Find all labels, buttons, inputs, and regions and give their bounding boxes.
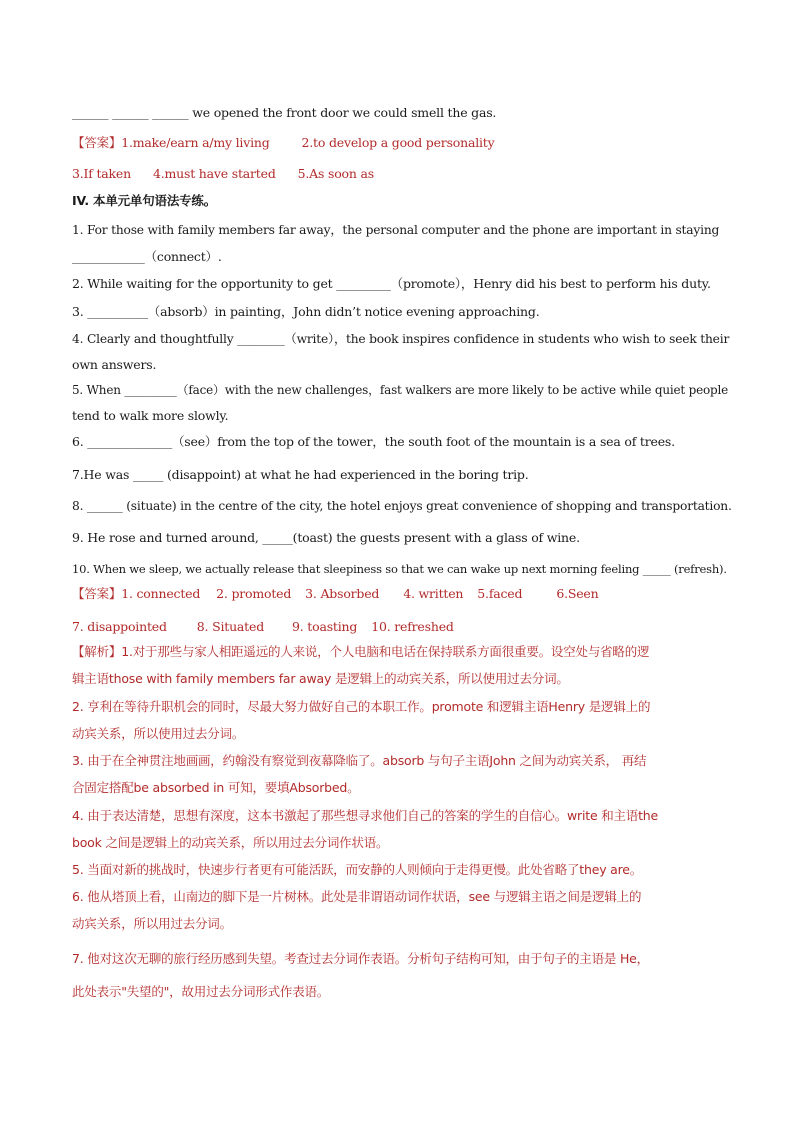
question-2: 2. While waiting for the opportunity to get _________（promote），Henry did his best to perform his duty. <box>72 276 711 291</box>
analysis-line-2: 辑主语those with family members far away 是逻辑上的动宾关系，所以使用过去分词。 <box>72 671 569 686</box>
question-5-line-2: tend to walk more slowly. <box>72 408 229 423</box>
answer-item: 5.As soon as <box>297 166 374 181</box>
question-4-line-2: own answers. <box>72 357 157 372</box>
question-1-line-2: ____________（connect）. <box>72 249 222 264</box>
answer-item: 2. promoted <box>216 586 292 601</box>
answer-item: 10. refreshed <box>371 619 454 634</box>
analysis-line-12: 7. 他对这次无聊的旅行经历感到失望。考查过去分词作表语。分析句子结构可知，由于句子的主语是 He， <box>72 951 649 966</box>
analysis-line-11: 动宾关系，所以用过去分词。 <box>72 916 232 931</box>
section-title: IV. 本单元单句语法专练。 <box>72 193 217 208</box>
question-6: 6. ______________（see）from the top of the tower，the south foot of the mountain is a sea of trees. <box>72 434 675 449</box>
answer-item: 4. written <box>403 586 464 601</box>
intro-sentence: ______ ______ ______ we opened the front door we could smell the gas. <box>72 105 497 120</box>
answer-line-2 <box>72 620 732 634</box>
analysis-line-3: 2. 亨利在等待升职机会的同时，尽最大努力做好自己的本职工作。promote 和逻辑主语Henry 是逻辑上的 <box>72 699 651 714</box>
answer-item: 3. Absorbed <box>305 586 380 601</box>
answer-label: 【答案】 <box>72 586 122 601</box>
answer-item: 7. disappointed <box>72 619 167 634</box>
question-7: 7.He was _____ (disappoint) at what he had experienced in the boring trip. <box>72 467 529 482</box>
analysis-text: 1.对于那些与家人相距遥远的人来说，个人电脑和电话在保持联系方面很重要。设空处与省略的逻 <box>121 644 650 659</box>
analysis-line-9: 5. 当面对新的挑战时，快速步行者更有可能活跃，而安静的人则倾向于走得更慢。此处省略了they are。 <box>72 862 643 877</box>
question-3: 3. __________（absorb）in painting，John didn’t notice evening approaching. <box>72 304 540 319</box>
prev-answer-line-2 <box>72 167 732 181</box>
answer-item: 8. Situated <box>196 619 264 634</box>
analysis-line-4: 动宾关系，所以使用过去分词。 <box>72 726 245 741</box>
analysis-line-10: 6. 他从塔顶上看，山南边的脚下是一片树林。此处是非谓语动词作状语，see 与逻辑主语之间是逻辑上的 <box>72 889 642 904</box>
question-8: 8. ______ (situate) in the centre of the city, the hotel enjoys great convenience of shopping and transportation. <box>72 499 732 513</box>
analysis-line-5: 3. 由于在全神贯注地画画，约翰没有察觉到夜幕降临了。absorb 与句子主语John 之间为动宾关系， 再结 <box>72 753 647 768</box>
question-1-line-1: 1. For those with family members far away，the personal computer and the phone are important in staying <box>72 223 720 237</box>
answer-item: 9. toasting <box>292 619 358 634</box>
analysis-line-6: 合固定搭配be absorbed in 可知，要填Absorbed。 <box>72 780 360 795</box>
analysis-line-13: 此处表示"失望的"，故用过去分词形式作表语。 <box>72 984 330 999</box>
answer-line-1 <box>72 587 732 601</box>
prev-answer-line-1 <box>72 136 732 150</box>
answer-item: 6.Seen <box>556 586 599 601</box>
answer-item: 3.If taken <box>72 166 131 181</box>
analysis-label: 【解析】 <box>72 644 122 659</box>
question-5-line-1: 5. When _________（face）with the new challenges，fast walkers are more likely to be active while quiet people <box>72 383 729 397</box>
question-10: 10. When we sleep, we actually release that sleepiness so that we can wake up next morning feeling _____ (refresh). <box>72 562 727 576</box>
answer-label: 【答案】 <box>72 135 122 150</box>
answer-item: 5.faced <box>477 586 523 601</box>
analysis-line-7: 4. 由于表达清楚，思想有深度，这本书激起了那些想寻求他们自己的答案的学生的自信心。write 和主语the <box>72 808 659 823</box>
analysis-line-8: book 之间是逻辑上的动宾关系，所以用过去分词作状语。 <box>72 835 389 850</box>
answer-item: 1. connected <box>121 586 201 601</box>
answer-item: 4.must have started <box>152 166 276 181</box>
answer-item: 1.make/earn a/my living <box>121 135 270 150</box>
analysis-line-1 <box>72 645 732 659</box>
answer-item: 2.to develop a good personality <box>301 135 495 150</box>
question-9: 9. He rose and turned around, _____(toast) the guests present with a glass of wine. <box>72 530 580 545</box>
question-4-line-1: 4. Clearly and thoughtfully ________（write），the book inspires confidence in students who wish to seek their <box>72 332 730 346</box>
